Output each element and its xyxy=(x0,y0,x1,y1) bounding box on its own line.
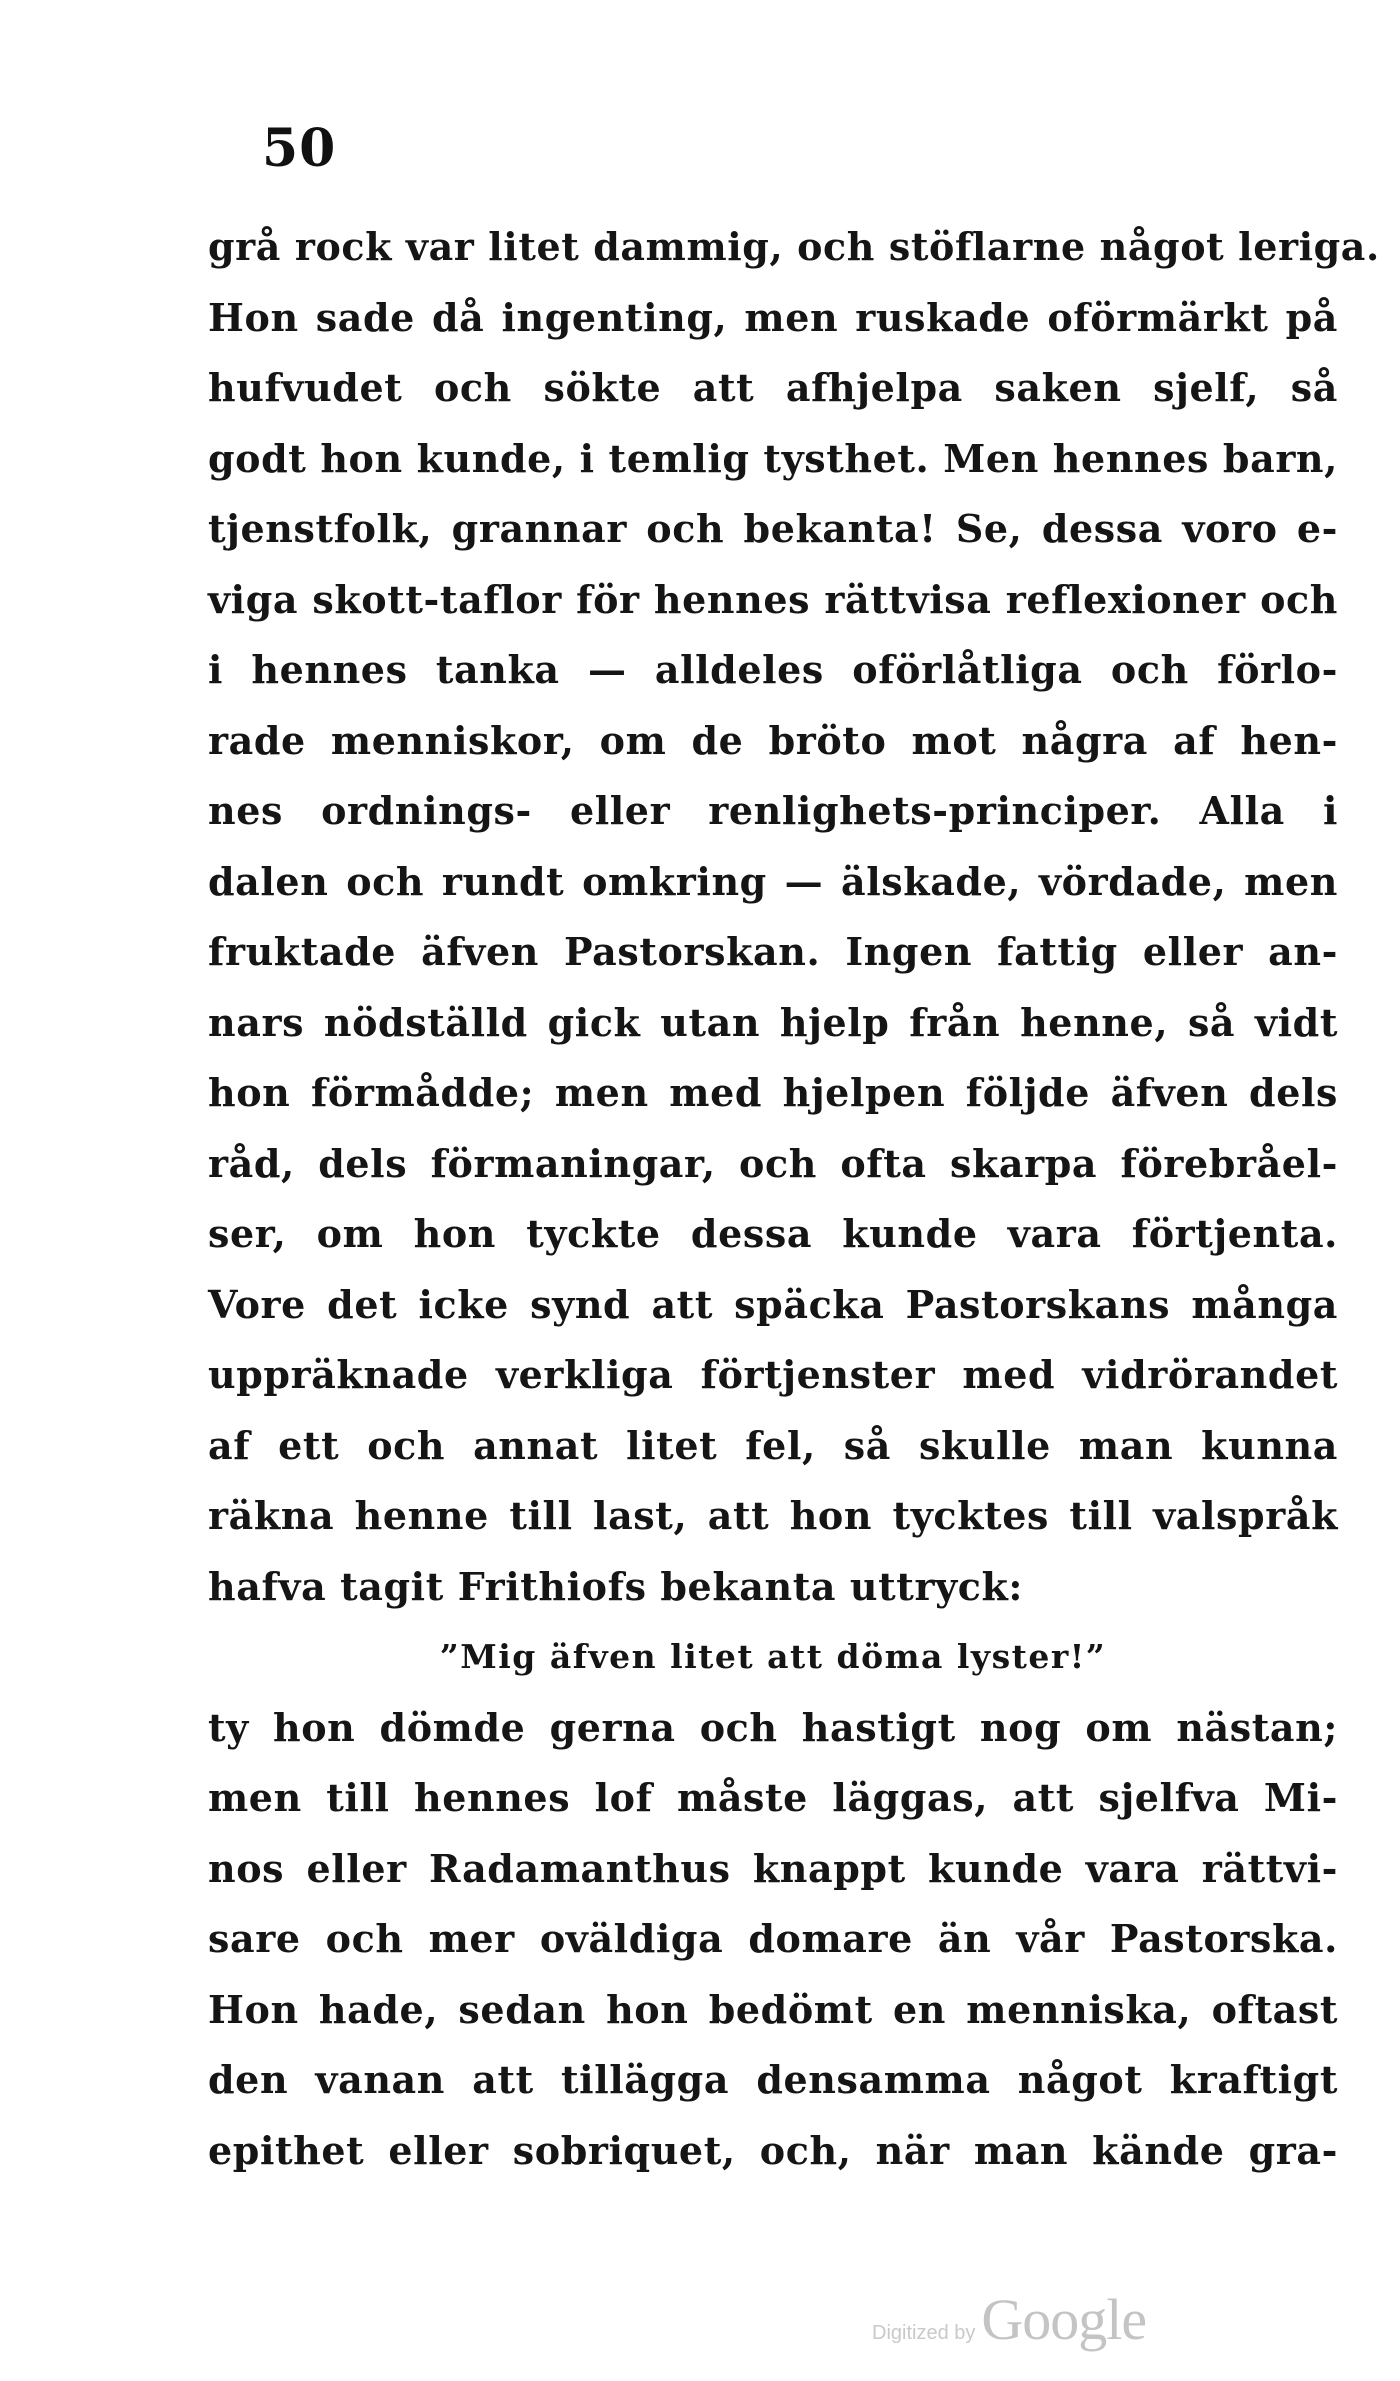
text-line: hafva tagit Frithiofs bekanta uttryck: xyxy=(208,1563,1024,1609)
text-line: nes ordnings- eller renlighets-principer. Alla i xyxy=(208,788,1338,833)
text-line: fruktade äfven Pastorskan. Ingen fattig eller an- xyxy=(208,929,1338,974)
block-quote: ”Mig äfven litet att döma lyster!” xyxy=(439,1637,1107,1676)
text-line: i hennes tanka — alldeles oförlåtliga och förlo- xyxy=(208,647,1338,692)
text-line: råd, dels förmaningar, och ofta skarpa förebråel- xyxy=(208,1140,1338,1186)
text-line: hufvudet och sökte att afhjelpa saken sjelf, så xyxy=(208,365,1338,410)
page-number: 50 xyxy=(262,118,337,179)
text-line: Hon hade, sedan hon bedömt en menniska, oftast xyxy=(208,1986,1338,2032)
text-line: epithet eller sobriquet, och, när man kände gra- xyxy=(208,2127,1338,2173)
text-line: sare och mer oväldiga domare än vår Pastorska. xyxy=(208,1916,1338,1961)
text-line: viga skott-taflor för hennes rättvisa reflexioner och xyxy=(208,576,1338,622)
text-line: nos eller Radamanthus knappt kunde vara rättvi- xyxy=(208,1845,1338,1891)
google-logo: Google xyxy=(981,2287,1147,2352)
text-line: dalen och rundt omkring — älskade, vördade, men xyxy=(208,858,1338,904)
text-line: den vanan att tillägga densamma något kraftigt xyxy=(208,2057,1338,2102)
text-line: Hon sade då ingenting, men ruskade oförmärkt på xyxy=(208,294,1338,340)
text-line: rade menniskor, om de bröto mot några af hen- xyxy=(208,717,1338,763)
text-line: ty hon dömde gerna och hastigt nog om nästan; xyxy=(208,1704,1338,1750)
digitized-watermark xyxy=(872,2286,1146,2353)
text-line: nars nödställd gick utan hjelp från henne, så vidt xyxy=(208,999,1338,1045)
text-line: uppräknade verkliga förtjenster med vidrörandet xyxy=(208,1352,1338,1397)
text-line: men till hennes lof måste läggas, att sjelfva Mi- xyxy=(208,1775,1338,1820)
text-line: tjenstfolk, grannar och bekanta! Se, dessa voro e- xyxy=(208,506,1338,551)
body-text xyxy=(208,212,1380,2186)
watermark-prefix: Digitized by xyxy=(872,2322,976,2344)
text-line: ser, om hon tyckte dessa kunde vara förtjenta. xyxy=(208,1211,1338,1256)
text-line: räkna henne till last, att hon tycktes till valspråk xyxy=(208,1493,1338,1538)
text-line: hon förmådde; men med hjelpen följde äfven dels xyxy=(208,1070,1338,1115)
text-line: godt hon kunde, i temlig tysthet. Men hennes barn, xyxy=(208,435,1338,481)
text-line: grå rock var litet dammig, och stöflarne något leriga. xyxy=(208,224,1380,269)
text-line: Vore det icke synd att späcka Pastorskans många xyxy=(208,1281,1338,1327)
text-line: af ett och annat litet fel, så skulle man kunna xyxy=(208,1422,1338,1468)
